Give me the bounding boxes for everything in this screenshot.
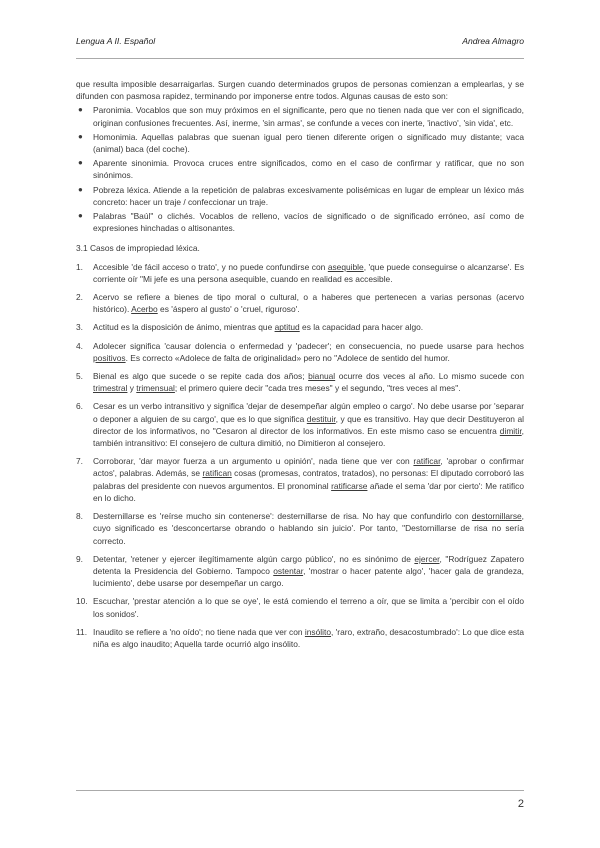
header-course: Lengua A II. Español	[76, 36, 156, 46]
list-item: ● Paronimia. Vocablos que son muy próximos en el significante, pero que no tienen nada que ver con el significado, originan confusiones frecuentes. Así, inerme, 'sin armas', se confunde a veces con inerte, 'inactivo', 'sin vida', etc.	[78, 105, 524, 128]
intro-paragraph: que resulta imposible desarraigarlas. Surgen cuando determinados grupos de personas comienzan a emplearlas, y se difunden con pasmosa rapidez, terminando por imponerse entre todos. Algunas causas de esto son:	[76, 79, 524, 102]
numbered-item: 7. Corroborar, 'dar mayor fuerza a un argumento u opinión', nada tiene que ver con ratificar, 'aprobar o confirmar actos', palabras. Además, se ratifican cosas (promesas, contratos, tratados), no personas: El diputado corroboró las palabras del presidente con nuevos argumentos. El pronominal ratificarse añade el sema 'dar por cierto': Me ratifico en lo dicho.	[76, 456, 524, 503]
numbered-item: 11. Inaudito se refiere a 'no oído'; no tiene nada que ver con insólito, 'raro, extraño, desacostumbrado': Lo que dice esta niña es algo inaudito; Aquella tarde ocurrió algo insólito.	[76, 626, 524, 649]
numbered-item: 1. Accesible 'de fácil acceso o trato', y no puede confundirse con asequible, 'que puede conseguirse o alcanzarse'. Es corriente oír "Mi jefe es una persona asequible, cuando en realidad es accesible.	[76, 261, 525, 284]
bullet-icon: ●	[78, 105, 83, 115]
numbered-item: 8. Desternillarse es 'reírse mucho sin contenerse': desternillarse de risa. No hay que confundirlo con destornillarse, cuyo significado es 'desconcertarse obrando o hablando sin juicio'. Por tanto, "Destornillarse de risa no sería correcto.	[76, 511, 524, 546]
page-content	[76, 78, 524, 656]
bullet-icon: ●	[78, 184, 83, 194]
list-item: ● Pobreza léxica. Atiende a la repetición de palabras excesivamente polisémicas en lugar de emplear un léxico más concreto: hacer un traje / confeccionar un traje.	[78, 184, 524, 207]
numbered-item: 2. Acervo se refiere a bienes de tipo moral o cultural, o a haberes que pertenecen a varias personas (acervo histórico). Acerbo es 'áspero al gusto' o 'cruel, riguroso'.	[76, 292, 524, 315]
causes-list	[76, 104, 524, 234]
numbered-item: 3. Actitud es la disposición de ánimo, mientras que aptitud es la capacidad para hacer algo.	[76, 322, 424, 333]
bullet-icon: ●	[78, 158, 83, 168]
list-item: ● Homonimia. Aquellas palabras que suenan igual pero tienen diferente origen o significado muy distante; vaca (animal) baca (del coche).	[78, 131, 524, 155]
bullet-icon: ●	[78, 131, 83, 141]
section-title: 3.1 Casos de impropiedad léxica.	[76, 243, 200, 254]
numbered-item: 9. Detentar, 'retener y ejercer ilegítimamente algún cargo público', no es sinónimo de ejercer, "Rodríguez Zapatero detenta la Presidencia del Gobierno. Tampoco ostentar, 'mostrar o hacer patente algo', 'hacer gala de grandeza, lucimiento', debe usarse por desempeñar un cargo.	[76, 553, 524, 589]
page-number: 2	[517, 798, 524, 810]
list-item: ● Aparente sinonimia. Provoca cruces entre significados, como en el caso de confirmar y ratificar, que no son sinónimos.	[78, 158, 524, 181]
footer-rule	[76, 790, 524, 791]
numbered-item: 5. Bienal es algo que sucede o se repite cada dos años; bianual ocurre dos veces al año. Lo mismo sucede con trimestral y trimensual; el primero quiere decir "cada tres meses" y el segundo, "tres veces al mes".	[76, 371, 524, 394]
numbered-item: 10. Escuchar, 'prestar atención a lo que se oye', le está comiendo el terreno a oír, que se limita a 'percibir con el oído los sonidos'.	[76, 596, 524, 619]
cases-list	[76, 261, 524, 650]
header-rule	[76, 58, 524, 59]
bullet-icon: ●	[78, 211, 83, 221]
header-author: Andrea Almagro	[462, 36, 524, 46]
numbered-item: 4. Adolecer significa 'causar dolencia o enfermedad y 'padecer'; en consecuencia, no puede usarse para hechos positivos. Es correcto «Adolece de falta de originalidad» pero no "Adolece de sentido del humor.	[76, 340, 524, 363]
list-item: ● Palabras "Baúl" o clichés. Vocablos de relleno, vacíos de significado o de significado erróneo, así como de expresiones hinchadas o altisonantes.	[78, 211, 524, 234]
numbered-item: 6. Cesar es un verbo intransitivo y significa 'dejar de desempeñar algún empleo o cargo'. No debe usarse por 'separar o deponer a alguien de su cargo', que es lo que significa destituir, y que es transitivo. Hay que decir Destituyeron al director de los informativos, no "Cesaron al director de los informativos. En este mismo caso se encuentra dimitir, también intransitivo: El consejero de cultura dimitió, no Dimitieron al consejero.	[76, 401, 524, 449]
